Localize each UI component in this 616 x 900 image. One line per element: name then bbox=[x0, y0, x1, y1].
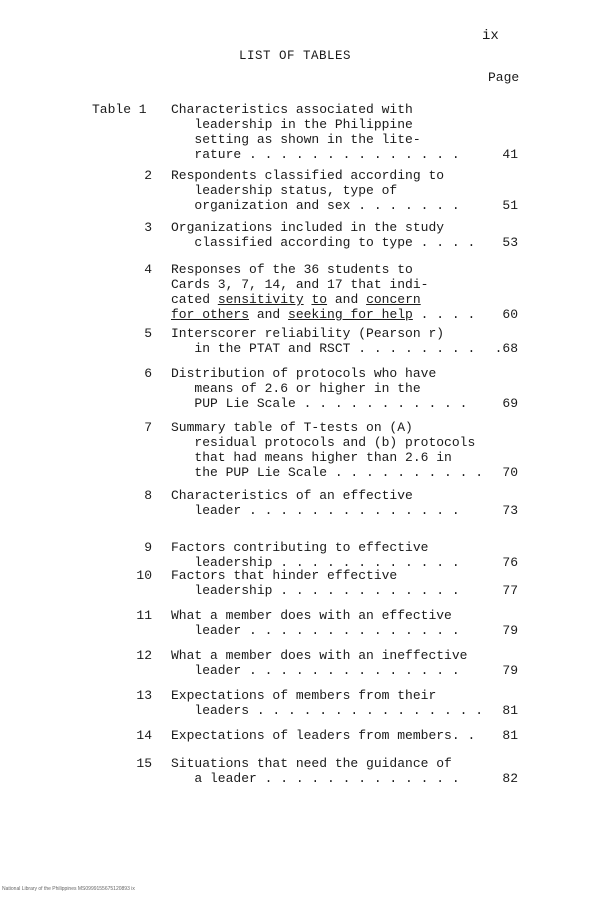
toc-entry-line: What a member does with an effective bbox=[171, 608, 452, 623]
toc-entry-line: leadership . . . . . . . . . . . . bbox=[171, 555, 460, 570]
toc-entry-page: 53 bbox=[502, 235, 518, 250]
table-number: 8 bbox=[144, 488, 152, 503]
toc-entry-line: leader . . . . . . . . . . . . . . bbox=[171, 623, 460, 638]
toc-entry-page: 70 bbox=[502, 465, 518, 480]
toc-entry-line: Interscorer reliability (Pearson r) bbox=[171, 326, 445, 341]
table-number: 5 bbox=[144, 326, 152, 341]
toc-entry-line: Distribution of protocols who have bbox=[171, 366, 437, 381]
table-number: 7 bbox=[144, 420, 152, 435]
toc-entry-page: 77 bbox=[502, 583, 518, 598]
table-number: 2 bbox=[144, 168, 152, 183]
toc-entry-line: means of 2.6 or higher in the bbox=[171, 381, 421, 396]
toc-entry-line: Factors that hinder effective bbox=[171, 568, 398, 583]
toc-entry-page: 73 bbox=[502, 503, 518, 518]
toc-entry-page: 79 bbox=[502, 663, 518, 678]
table-number: 3 bbox=[144, 220, 152, 235]
toc-entry-line: leader . . . . . . . . . . . . . . bbox=[171, 663, 460, 678]
toc-entry-line: PUP Lie Scale . . . . . . . . . . . bbox=[171, 396, 468, 411]
toc-entry-page: 51 bbox=[502, 198, 518, 213]
toc-entry-line: for others and seeking for help . . . . bbox=[171, 307, 476, 322]
toc-entry-line: Factors contributing to effective bbox=[171, 540, 429, 555]
toc-entry-line: rature . . . . . . . . . . . . . . bbox=[171, 147, 460, 162]
toc-entry-page: 76 bbox=[502, 555, 518, 570]
toc-entry-line: the PUP Lie Scale . . . . . . . . . . bbox=[171, 465, 484, 480]
page-title: LIST OF TABLES bbox=[238, 49, 352, 63]
toc-entry-page: 69 bbox=[502, 396, 518, 411]
toc-entry-line: Characteristics of an effective bbox=[171, 488, 413, 503]
toc-entry-page: .68 bbox=[494, 341, 518, 356]
toc-entry-line: leaders . . . . . . . . . . . . . . . bbox=[171, 703, 484, 718]
toc-entry-page: 79 bbox=[502, 623, 518, 638]
page-number: ix bbox=[482, 28, 499, 44]
toc-entry-line: setting as shown in the lite- bbox=[171, 132, 421, 147]
toc-entry-line: organization and sex . . . . . . . bbox=[171, 198, 460, 213]
toc-entry-line: residual protocols and (b) protocols bbox=[171, 435, 476, 450]
toc-entry-line: cated sensitivity to and concern bbox=[171, 292, 421, 307]
table-number: 9 bbox=[144, 540, 152, 555]
toc-entry-page: 81 bbox=[502, 703, 518, 718]
toc-entry-line: Organizations included in the study bbox=[171, 220, 445, 235]
toc-entry-line: Characteristics associated with bbox=[171, 102, 413, 117]
toc-entry-line: What a member does with an ineffective bbox=[171, 648, 468, 663]
toc-entry-line: Responses of the 36 students to bbox=[171, 262, 413, 277]
page-column-label: Page bbox=[488, 70, 520, 85]
table-number: 10 bbox=[136, 568, 152, 583]
table-number: 12 bbox=[136, 648, 152, 663]
toc-entry-line: Expectations of members from their bbox=[171, 688, 437, 703]
toc-entry-line: leadership in the Philippine bbox=[171, 117, 413, 132]
toc-entry-page: 82 bbox=[502, 771, 518, 786]
toc-entry-page: 81 bbox=[502, 728, 518, 743]
table-label: Table 1 bbox=[92, 102, 147, 117]
table-number: 4 bbox=[144, 262, 152, 277]
toc-entry-line: leader . . . . . . . . . . . . . . bbox=[171, 503, 460, 518]
toc-entry-line: Respondents classified according to bbox=[171, 168, 445, 183]
toc-entry-line: Expectations of leaders from members. . bbox=[171, 728, 476, 743]
toc-entry-line: a leader . . . . . . . . . . . . . bbox=[171, 771, 460, 786]
toc-entry-line: Summary table of T-tests on (A) bbox=[171, 420, 413, 435]
toc-entry-line: Situations that need the guidance of bbox=[171, 756, 452, 771]
table-number: 6 bbox=[144, 366, 152, 381]
table-number: 14 bbox=[136, 728, 152, 743]
toc-entry-line: that had means higher than 2.6 in bbox=[171, 450, 452, 465]
toc-entry-line: in the PTAT and RSCT . . . . . . . . bbox=[171, 341, 476, 356]
table-number: 15 bbox=[136, 756, 152, 771]
toc-entry-line: classified according to type . . . . bbox=[171, 235, 476, 250]
footer-scan-label: National Library of the Philippines MS0999155675120893 ix bbox=[2, 886, 135, 892]
table-number: 11 bbox=[136, 608, 152, 623]
toc-entry-page: 41 bbox=[502, 147, 518, 162]
toc-entry-line: leadership status, type of bbox=[171, 183, 398, 198]
toc-entry-page: 60 bbox=[502, 307, 518, 322]
table-number: 13 bbox=[136, 688, 152, 703]
toc-entry-line: Cards 3, 7, 14, and 17 that indi- bbox=[171, 277, 429, 292]
toc-entry-line: leadership . . . . . . . . . . . . bbox=[171, 583, 460, 598]
